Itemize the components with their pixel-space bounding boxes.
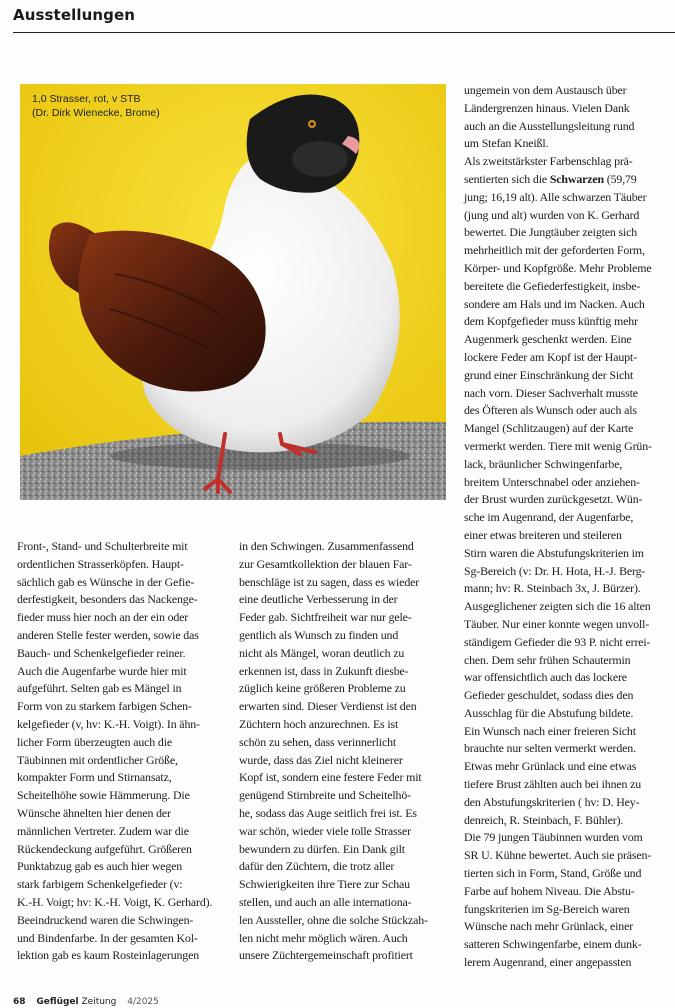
text-line: he, sodass das Auge seitlich frei ist. Es xyxy=(239,805,417,820)
text-line: aufgeführt. Selten gab es Mängel in xyxy=(17,681,182,696)
text-line: schön zu sehen, dass verinnerlicht xyxy=(239,734,397,749)
text-line: (jung und alt) wurden von K. Gerhard xyxy=(464,207,640,222)
text-line: bewertet. Die Jungtäuber zeigten sich xyxy=(464,225,638,240)
text-line: männlichen Vertreter. Zudem war die xyxy=(17,823,189,838)
text-line: gentlich als Wunsch zu finden und xyxy=(239,627,399,642)
text-line: Als zweitstärkster Farbenschlag prä- xyxy=(464,154,633,169)
pigeon-photo xyxy=(20,84,446,500)
text-line: und Bindenfarbe. In der gesamten Kol- xyxy=(17,930,198,945)
text-line: nicht als Mängel, woran deutlich zu xyxy=(239,645,405,660)
text-line: sächlich gab es Wünsche in der Gefie- xyxy=(17,574,195,589)
text-line: Scheitelhöhe sowie Hämmerung. Die xyxy=(17,788,190,803)
text-line: bereitete die Gefiederfestigkeit, insbe- xyxy=(464,278,641,293)
text-line: stark farbigem Schenkelgefieder (v: xyxy=(17,877,183,892)
text-line: Rückendeckung aufgeführt. Größeren xyxy=(17,841,192,856)
text-line: benschläge ist zu sagen, dass es wieder xyxy=(239,574,420,589)
text-line: wurde, dass das Ziel nicht kleinerer xyxy=(239,752,403,767)
text-line: Etwas mehr Grünlack und eine etwas xyxy=(464,759,637,774)
text-line: Form von zu starkem farbigen Schen- xyxy=(17,699,192,714)
text-line: Ein Wunsch nach einer freieren Sicht xyxy=(464,723,636,738)
text-line: lerem Augenrand, einer angepassten xyxy=(464,955,632,970)
text-line: Punktabzug gab es auch hier wegen xyxy=(17,859,183,874)
text-line: Augenmerk geschenkt werden. Eine xyxy=(464,332,632,347)
text-line: nach vorn. Dieser Sachverhalt musste xyxy=(464,385,638,400)
text-line: dem Kopfgefieder muss künftig mehr xyxy=(464,314,638,329)
text-line: vermerkt werden. Tiere mit wenig Grün- xyxy=(464,438,652,453)
text-line: unsere Züchtergemeinschaft profitiert xyxy=(239,948,413,963)
text-line: Stirn waren die Abstufungskriterien im xyxy=(464,545,644,560)
text-line: um Stefan Kneißl. xyxy=(464,136,549,151)
text-line: denreich, R. Steinbach, F. Bühler). xyxy=(464,812,624,827)
text-line: zur Gesamtkollektion der blauen Far- xyxy=(239,556,412,571)
text-line: Feder gab. Sichtfreiheit war nur gele- xyxy=(239,610,412,625)
text-line: lektion gab es kaum Rosteinlagerungen xyxy=(17,948,200,963)
text-line: Wünsche ähnelten hier denen der xyxy=(17,805,171,820)
text-line: SR U. Kühne bewertet. Auch sie präsen- xyxy=(464,848,652,863)
page-footer xyxy=(13,997,159,1008)
issue-number: 4/2025 xyxy=(127,997,159,1007)
text-line: Die 79 jungen Täubinnen wurden vom xyxy=(464,830,643,845)
text-line: Kopf ist, sondern eine festere Feder mit xyxy=(239,770,422,785)
text-line: Bauch- und Schenkelgefieder reiner. xyxy=(17,645,186,660)
text-line: dafür den Züchtern, die trotz aller xyxy=(239,859,395,874)
text-line: erkennen ist, dass in Zukunft diesbe- xyxy=(239,663,409,678)
text-line: Täubinnen mit ordentlicher Größe, xyxy=(17,752,178,767)
text-line: K.-H. Voigt; hv: K.-H. Voigt, K. Gerhard). xyxy=(17,894,213,909)
magazine-name-rest: Zeitung xyxy=(81,997,117,1007)
text-line: war schön, wieder viele tolle Strasser xyxy=(239,823,411,838)
text-line: des Öfteren als Wunsch oder auch als xyxy=(464,403,637,418)
text-line: ungemein von dem Austausch über xyxy=(464,83,627,97)
text-line: auch an die Ausstellungsleitung rund xyxy=(464,118,635,133)
page-number: 68 xyxy=(13,997,26,1007)
text-line: einer etwas breiteren und steileren xyxy=(464,527,622,542)
text-line: stellen, und auch an alle internationa- xyxy=(239,894,412,909)
article-column-1 xyxy=(17,538,227,965)
text-line: derfestigkeit, besonders das Nackenge- xyxy=(17,592,198,607)
text-line: fungskriterien im Sg-Bereich waren xyxy=(464,901,630,916)
text-line: lockere Feder am Kopf ist der Haupt- xyxy=(464,349,637,364)
text-line: ständigem Gefieder die 93 P. nicht errei- xyxy=(464,634,651,649)
text-line: Farbe auf hohem Niveau. Die Abstu- xyxy=(464,883,635,898)
highlight-suffix: (59,79 xyxy=(603,171,637,186)
text-line: Ausgeglichener zeigten sich die 16 alten xyxy=(464,599,651,614)
text-line: sondere am Hals und im Nacken. Auch xyxy=(464,296,645,311)
text-line: Beeindruckend waren die Schwingen- xyxy=(17,912,194,927)
text-line: brauchte nur selten vermerkt werden. xyxy=(464,741,636,756)
section-title: Ausstellungen xyxy=(13,6,136,24)
text-line: fieder muss hier noch an der ein oder xyxy=(17,610,189,625)
text-line: züglich keine größeren Probleme zu xyxy=(239,681,406,696)
highlight-word: Schwarzen xyxy=(549,171,604,186)
photo-caption xyxy=(32,92,160,120)
text-line: anderen Stelle fester werden, sowie das xyxy=(17,627,199,642)
text-line: lack, bräunlicher Schwingenfarbe, xyxy=(464,456,623,471)
text-line: Mangel (Schlitzaugen) auf der Karte xyxy=(464,421,634,436)
text-line: bewundern zu dürfen. Ein Dank gilt xyxy=(239,841,405,856)
section-header xyxy=(13,4,675,33)
text-line: satteren Schwingenfarbe, einem dunk- xyxy=(464,937,642,952)
text-line: Auch die Augenfarbe wurde hier mit xyxy=(17,663,187,678)
text-line: Körper- und Kopfgröße. Mehr Probleme xyxy=(464,260,652,275)
magazine-name: Geflügel xyxy=(36,997,79,1007)
text-line: sche im Augenrand, der Augenfarbe, xyxy=(464,510,634,525)
text-line: kelgefieder (v, hv: K.-H. Voigt). In ähn- xyxy=(17,716,200,731)
text-line: sentierten sich die Schwarzen (59,79 xyxy=(464,171,637,186)
article-column-3 xyxy=(464,82,669,972)
caption-line-1: 1,0 Strasser, rot, v STB xyxy=(32,93,141,105)
pigeon-illustration xyxy=(20,84,446,500)
text-line: tiefere Brust zählten auch bei ihnen zu xyxy=(464,777,642,792)
text-line: licher Form überzeugten auch die xyxy=(17,734,172,749)
text-line: jung; 16,19 alt). Alle schwarzen Täuber xyxy=(464,189,647,204)
text-line: mehrheitlich mit der geforderten Form, xyxy=(464,243,645,258)
text-line: Front-, Stand- und Schulterbreite mit xyxy=(17,539,188,553)
text-line: breitem Unterschnabel oder anziehen- xyxy=(464,474,640,489)
article-column-2 xyxy=(239,538,451,965)
text-line: len nicht mehr möglich wären. Auch xyxy=(239,930,408,945)
text-line: Ländergrenzen hinaus. Vielen Dank xyxy=(464,100,630,115)
text-line: Sg-Bereich (v: Dr. H. Hota, H.-J. Berg- xyxy=(464,563,646,578)
text-line: Wünsche nach mehr Grünlack, einer xyxy=(464,919,634,934)
text-line: Züchtern hoch anzurechnen. Es ist xyxy=(239,716,399,731)
text-line: in den Schwingen. Zusammenfassend xyxy=(239,539,414,553)
text-line: chen. Dem sehr frühen Schautermin xyxy=(464,652,631,667)
text-line: Gefieder geschuldet, sodass dies den xyxy=(464,688,634,703)
text-line: kompakter Form und Stirnansatz, xyxy=(17,770,172,785)
caption-line-2: (Dr. Dirk Wienecke, Brome) xyxy=(32,107,160,119)
text-line: Schwierigkeiten ihre Tiere zur Schau xyxy=(239,877,410,892)
text-line: len Aussteller, ohne die solche Stückzah- xyxy=(239,912,428,927)
text-line: Täuber. Nur einer konnte wegen unvoll- xyxy=(464,616,650,631)
text-line: tierten sich in Form, Stand, Größe und xyxy=(464,866,642,881)
text-line: war offensichtlich auch das lockere xyxy=(464,670,627,685)
text-line: erwarten sind. Dieser Verdienst ist den xyxy=(239,699,417,714)
text-line: Ausschlag für die Abstufung bildete. xyxy=(464,705,634,720)
text-line: den Abstufungskriterien ( hv: D. Hey- xyxy=(464,794,640,809)
text-line: ordentlichen Strasserköpfen. Haupt- xyxy=(17,556,184,571)
text-line: grund einer Einschränkung der Sicht xyxy=(464,367,634,382)
text-line: genügend Stirnbreite und Scheitelhö- xyxy=(239,788,411,803)
text-line: eine deutliche Verbesserung in der xyxy=(239,592,398,607)
text-line: der Brust wurden zurückgesetzt. Wün- xyxy=(464,492,643,507)
text-line: mann; hv: R. Steinbach 3x, J. Bürzer). xyxy=(464,581,641,596)
